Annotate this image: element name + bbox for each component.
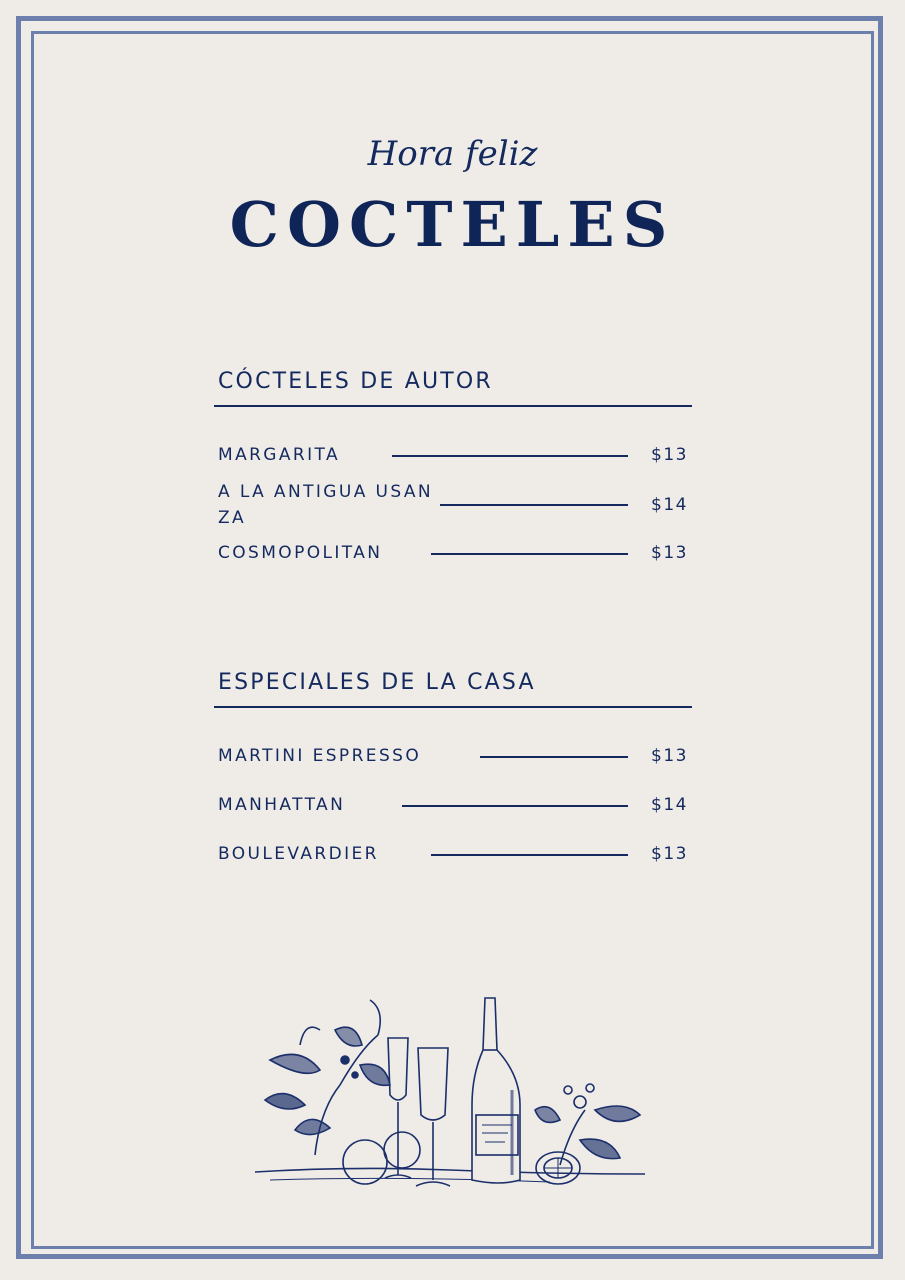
item-name: MARGARITA xyxy=(218,445,341,465)
item-name: BOULEVARDIER xyxy=(218,844,379,864)
item-price: $14 xyxy=(651,495,688,515)
menu-subtitle: Hora feliz xyxy=(367,134,538,174)
orange-icon xyxy=(384,1132,420,1168)
leader-line xyxy=(440,504,628,506)
menu-title: COCTELES xyxy=(229,188,676,261)
citrus-branch-left xyxy=(265,1000,390,1155)
leader-line xyxy=(392,455,628,457)
leader-line xyxy=(402,805,628,807)
item-price: $13 xyxy=(651,844,688,864)
item-name: COSMOPOLITAN xyxy=(218,543,383,563)
section-title: CÓCTELES DE AUTOR xyxy=(218,369,493,394)
wine-bottle-icon xyxy=(472,998,520,1183)
champagne-glass-icon xyxy=(385,1038,411,1178)
section-title: ESPECIALES DE LA CASA xyxy=(218,670,536,695)
section-divider xyxy=(214,706,692,708)
item-price: $13 xyxy=(651,445,688,465)
orange-icon xyxy=(343,1140,387,1184)
champagne-glass-icon xyxy=(416,1048,450,1186)
lemon-slice-icon xyxy=(536,1152,580,1184)
leader-line xyxy=(431,854,628,856)
leader-line xyxy=(431,553,628,555)
item-price: $13 xyxy=(651,543,688,563)
item-name: A LA ANTIGUA USAN ZA xyxy=(218,482,434,528)
section-divider xyxy=(214,405,692,407)
section-house-specials xyxy=(214,666,692,886)
item-name: MARTINI ESPRESSO xyxy=(218,746,422,766)
item-price: $14 xyxy=(651,795,688,815)
leader-line xyxy=(480,756,628,758)
cocktail-illustration xyxy=(250,990,650,1200)
item-name: MANHATTAN xyxy=(218,795,346,815)
section-signature-cocktails xyxy=(214,365,692,585)
item-price: $13 xyxy=(651,746,688,766)
table-line xyxy=(255,1168,645,1174)
